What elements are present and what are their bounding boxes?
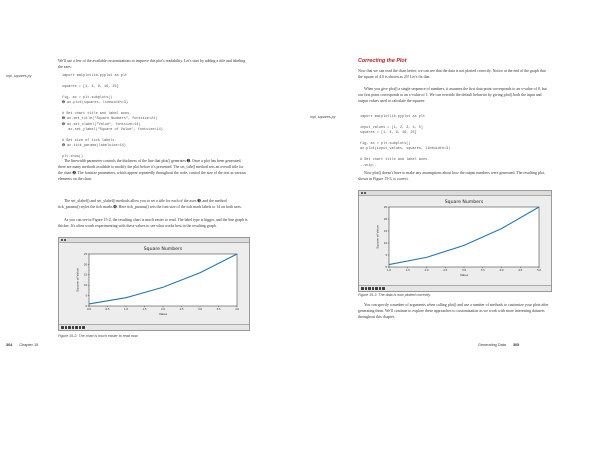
body-paragraph: When you give plot() a single sequence of numbers, it assumes the first data point corresponds to an x-value of 0, but our first point corresponds to an x-value of 1. We can override the default behavior by giving plot() both the input and output values used to calculate the squares: [358,87,548,104]
x-tick-label: 2.5 [443,269,448,272]
plot-area [375,199,543,277]
x-tick-label: 3.0 [461,269,467,272]
x-tick-label: 4.5 [518,269,523,272]
code-listing: import matplotlib.pyplot as plt squares = [1, 4, 9, 16, 25] fig, ax = plt.subplots() ➊ ax.plot(squares, linewidth=3) # Set chart title and label axes. ➋ ax.set_title("Square Numbers", fontsize=24) ➌ ax.set_xlabel("Value", fontsize=14) ax.set_ylabel("Square of Value", fontsize=14) # Set size of tick labels. ➍ ax.tick_params(labelsize=14) plt.show() [62,74,163,160]
body-paragraph: As you can see in Figure 15-2, the resulting chart is much easier to read. The label type is bigger, and the line graph is thicker. It's often worth experimenting with these values to see what works best in the resulting graph. [58,218,249,229]
code-file-label: mpl_squares.py [6,74,32,78]
y-tick-label: 5 [385,253,388,257]
window-minimize-icon [64,239,66,241]
x-tick-label: 2.0 [424,269,429,272]
window-close-icon [361,192,363,194]
y-tick-label: 20 [383,217,388,221]
y-tick-label: 10 [383,241,388,245]
y-tick-label: 25 [383,205,388,209]
x-tick-label: 1.0 [123,308,129,311]
save-icon[interactable] [382,287,385,290]
page-folio [478,343,519,347]
figure-toolbar [59,324,249,330]
x-tick-label: 2.0 [160,308,166,311]
x-tick-label: 4.0 [499,269,504,272]
home-icon[interactable] [61,326,64,329]
window-close-icon [61,239,63,241]
line-chart [75,246,241,316]
body-paragraph: Now plot() doesn't have to make any assumptions about how the output numbers were generated. The resulting plot, shown in Figure 15-3, is correct. [358,171,546,182]
back-arrow-icon[interactable] [365,287,368,290]
x-tick-label: 1.5 [405,269,410,272]
page-number: 305 [512,343,520,347]
figure-window [358,190,552,292]
x-axis-label: Value [158,312,168,316]
y-tick-label: 20 [83,263,88,267]
chapter-label: Chapter 15 [19,343,39,347]
figure-window [58,237,250,331]
x-tick-label: 3.5 [480,269,485,272]
x-tick-label: 4.0 [234,308,240,311]
x-tick-label: 1.5 [142,308,147,311]
body-paragraph: The set_xlabel() and set_ylabel() methods allow you to set a title for each of the axes ➌, and the method tick_params() styles the tick marks ➍. Here tick_params() sets the font size of the tick mark labels to 14 on both axes. [58,199,242,210]
code-file-label: mpl_squares.py [310,115,336,119]
plot-frame [389,207,539,267]
back-arrow-icon[interactable] [65,326,68,329]
y-tick-label: 15 [83,273,88,277]
figure-toolbar [359,285,551,291]
chart-title: Square Numbers [444,200,484,205]
figure-titlebar [359,191,551,196]
code-listing: import matplotlib.pyplot as plt input_values = [1, 2, 3, 4, 5] squares = [1, 4, 9, 16, 25] fig, ax = plt.subplots() ax.plot(input_values, squares, linewidth=3) # Set chart title and label axes. --snip-- [360,115,451,168]
zoom-icon[interactable] [75,326,78,329]
x-tick-label: 5.0 [536,269,542,272]
y-axis-label: Square of Value [375,225,380,249]
x-tick-label: 0.5 [105,308,110,311]
x-tick-label: 3.5 [216,308,221,311]
save-icon[interactable] [82,326,85,329]
x-tick-label: 0.0 [86,308,92,311]
y-tick-label: 10 [83,284,88,288]
home-icon[interactable] [361,287,364,290]
line-chart [375,199,543,277]
page-folio [6,343,38,347]
section-heading: Correcting the Plot [358,58,407,64]
figure-titlebar [59,238,249,243]
y-tick-label: 15 [383,229,388,233]
figure-caption: Figure 15-2: The chart is much easier to read now. [58,334,139,338]
window-minimize-icon [364,192,366,194]
x-tick-label: 1.0 [386,269,392,272]
page-number: 304 [6,343,13,347]
y-tick-label: 25 [83,252,88,256]
x-tick-label: 3.0 [197,308,203,311]
y-tick-label: 5 [85,294,88,298]
y-tick-label: 0 [85,304,88,308]
intro-paragraph: We'll use a few of the available customizations to improve this plot's readability. Let's start by adding a title and labeling the axes: [58,59,247,70]
chapter-label: Generating Data [478,343,506,347]
x-tick-label: 2.5 [179,308,184,311]
pan-icon[interactable] [372,287,375,290]
pan-icon[interactable] [72,326,75,329]
y-axis-label: Square of Value [75,268,80,292]
plot-frame [89,254,237,306]
configure-icon[interactable] [79,326,82,329]
y-tick-label: 0 [385,265,388,269]
forward-arrow-icon[interactable] [68,326,71,329]
configure-icon[interactable] [379,287,382,290]
plot-area [75,246,241,316]
chart-title: Square Numbers [143,247,183,252]
zoom-icon[interactable] [375,287,378,290]
body-paragraph: You can specify a number of arguments when calling plot() and use a number of methods to customize your plots after generating them. We'll continue to explore these approaches to customization as we work with more interesting datasets throughout this chapter. [358,303,550,320]
body-paragraph: The linewidth parameter controls the thickness of the line that plot() generates ➊. Once a plot has been generated, there are many methods available to modify the plot before it's presented. The set_title() method sets an overall title for the chart ➋. The fontsize parameters, which appear repeatedly throughout the code, control the size of the text in various elements on the chart. [58,159,247,182]
x-axis-label: Value [459,273,469,277]
forward-arrow-icon[interactable] [368,287,371,290]
figure-caption: Figure 15-3: The data is now plotted correctly. [358,293,431,297]
body-paragraph: Now that we can read the chart better, we can see that the data is not plotted correctly. Notice at the end of the graph that the square of 4.0 is shown as 25! Let's fix that. [358,69,547,80]
